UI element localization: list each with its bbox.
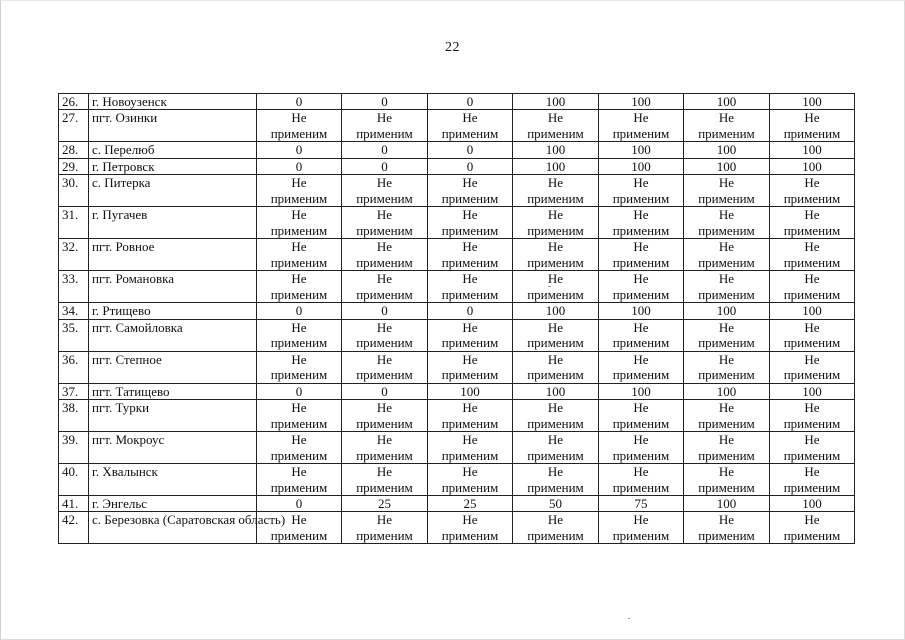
settlement-name: пгт. Мокроус [89, 432, 257, 464]
value-cell: 100 [599, 158, 684, 174]
value-cell: Не применим [599, 432, 684, 464]
settlement-name: г. Хвалынск [89, 464, 257, 496]
value-cell: 0 [428, 142, 513, 158]
value-cell: 100 [513, 94, 599, 110]
value-cell: Не применим [770, 432, 855, 464]
table-row [59, 110, 855, 142]
value-cell: 100 [770, 496, 855, 512]
settlement-name: пгт. Романовка [89, 271, 257, 303]
value-cell: 0 [257, 94, 342, 110]
scan-speck [548, 286, 551, 287]
row-number: 35. [59, 319, 89, 351]
value-cell: Не применим [684, 400, 770, 432]
value-cell: 100 [770, 142, 855, 158]
value-cell: 0 [428, 303, 513, 319]
value-cell: 100 [599, 142, 684, 158]
value-cell: Не применим [513, 110, 599, 142]
table-row [59, 207, 855, 239]
value-cell: 100 [684, 303, 770, 319]
value-cell: Не применим [684, 319, 770, 351]
table-row [59, 400, 855, 432]
value-cell: Не применим [428, 110, 513, 142]
value-cell: Не применим [770, 175, 855, 207]
value-cell: Не применим [342, 432, 428, 464]
value-cell: Не применим [599, 464, 684, 496]
settlement-name: пгт. Самойловка [89, 319, 257, 351]
value-cell: 100 [770, 303, 855, 319]
value-cell: Не применим [770, 239, 855, 271]
value-cell: Не применим [684, 110, 770, 142]
value-cell: 0 [342, 94, 428, 110]
value-cell: Не применим [599, 175, 684, 207]
value-cell: Не применим [599, 400, 684, 432]
value-cell: 0 [257, 142, 342, 158]
value-cell: 50 [513, 496, 599, 512]
table-body [59, 94, 855, 544]
value-cell: Не применим [599, 271, 684, 303]
value-cell: Не применим [684, 512, 770, 544]
value-cell: Не применим [257, 319, 342, 351]
table-row [59, 496, 855, 512]
value-cell: 100 [513, 303, 599, 319]
value-cell: Не применим [513, 271, 599, 303]
value-cell: Не применим [770, 207, 855, 239]
value-cell: Не применим [342, 319, 428, 351]
data-table [58, 93, 855, 544]
value-cell: Не применим [513, 207, 599, 239]
value-cell: Не применим [513, 512, 599, 544]
value-cell: Не применим [770, 464, 855, 496]
value-cell: Не применим [770, 271, 855, 303]
value-cell: Не применим [770, 512, 855, 544]
value-cell: Не применим [342, 351, 428, 383]
value-cell: 100 [599, 383, 684, 399]
row-number: 36. [59, 351, 89, 383]
value-cell: Не применим [513, 319, 599, 351]
settlement-name: г. Новоузенск [89, 94, 257, 110]
value-cell: Не применим [599, 351, 684, 383]
table-row [59, 319, 855, 351]
value-cell: 0 [257, 303, 342, 319]
row-number: 40. [59, 464, 89, 496]
value-cell: 25 [342, 496, 428, 512]
value-cell: Не применим [257, 512, 342, 544]
value-cell: Не применим [257, 351, 342, 383]
value-cell: 100 [599, 94, 684, 110]
scan-speck [628, 618, 630, 619]
value-cell: Не применим [257, 271, 342, 303]
value-cell: Не применим [513, 239, 599, 271]
value-cell: 0 [428, 158, 513, 174]
table-row [59, 142, 855, 158]
value-cell: Не применим [342, 271, 428, 303]
value-cell: Не применим [599, 110, 684, 142]
value-cell: 100 [770, 158, 855, 174]
value-cell: Не применим [257, 432, 342, 464]
value-cell: Не применим [770, 351, 855, 383]
value-cell: 100 [428, 383, 513, 399]
table-row [59, 271, 855, 303]
value-cell: 0 [257, 158, 342, 174]
value-cell: 100 [684, 383, 770, 399]
value-cell: Не применим [428, 512, 513, 544]
value-cell: 100 [684, 158, 770, 174]
value-cell: Не применим [257, 400, 342, 432]
value-cell: Не применим [599, 319, 684, 351]
settlement-name: пгт. Ровное [89, 239, 257, 271]
row-number: 34. [59, 303, 89, 319]
settlement-name: пгт. Степное [89, 351, 257, 383]
settlement-name: г. Энгельс [89, 496, 257, 512]
table-row [59, 175, 855, 207]
value-cell: Не применим [684, 351, 770, 383]
value-cell: Не применим [684, 207, 770, 239]
value-cell: 0 [342, 158, 428, 174]
value-cell: 100 [770, 383, 855, 399]
value-cell: Не применим [513, 432, 599, 464]
value-cell: 25 [428, 496, 513, 512]
value-cell: Не применим [257, 110, 342, 142]
row-number: 39. [59, 432, 89, 464]
value-cell: Не применим [599, 207, 684, 239]
value-cell: 0 [342, 383, 428, 399]
value-cell: Не применим [342, 400, 428, 432]
value-cell: Не применим [342, 464, 428, 496]
table-row [59, 303, 855, 319]
value-cell: 0 [257, 496, 342, 512]
value-cell: Не применим [599, 239, 684, 271]
settlement-name: с. Питерка [89, 175, 257, 207]
row-number: 33. [59, 271, 89, 303]
value-cell: 75 [599, 496, 684, 512]
value-cell: 0 [428, 94, 513, 110]
value-cell: Не применим [342, 110, 428, 142]
value-cell: 100 [513, 158, 599, 174]
row-number: 28. [59, 142, 89, 158]
table-row [59, 464, 855, 496]
value-cell: Не применим [428, 239, 513, 271]
settlement-name: с. Перелюб [89, 142, 257, 158]
value-cell: Не применим [684, 271, 770, 303]
table-row [59, 512, 855, 544]
row-number: 27. [59, 110, 89, 142]
value-cell: Не применим [428, 175, 513, 207]
value-cell: Не применим [428, 319, 513, 351]
value-cell: Не применим [428, 400, 513, 432]
value-cell: 100 [684, 94, 770, 110]
value-cell: Не применим [257, 207, 342, 239]
value-cell: Не применим [599, 512, 684, 544]
value-cell: Не применим [428, 351, 513, 383]
value-cell: Не применим [513, 351, 599, 383]
value-cell: Не применим [513, 175, 599, 207]
settlement-name: пгт. Татищево [89, 383, 257, 399]
value-cell: Не применим [257, 175, 342, 207]
value-cell: Не применим [428, 464, 513, 496]
row-number: 26. [59, 94, 89, 110]
value-cell: Не применим [513, 400, 599, 432]
table-row [59, 158, 855, 174]
value-cell: Не применим [770, 319, 855, 351]
value-cell: 100 [684, 496, 770, 512]
settlement-name: пгт. Турки [89, 400, 257, 432]
settlement-name: с. Березовка (Саратовская область) [89, 512, 257, 544]
row-number: 42. [59, 512, 89, 544]
table-row [59, 351, 855, 383]
value-cell: Не применим [342, 512, 428, 544]
value-cell: Не применим [770, 110, 855, 142]
value-cell: 100 [684, 142, 770, 158]
row-number: 31. [59, 207, 89, 239]
row-number: 29. [59, 158, 89, 174]
value-cell: 100 [513, 142, 599, 158]
value-cell: 0 [342, 142, 428, 158]
table-row [59, 383, 855, 399]
value-cell: Не применим [684, 239, 770, 271]
settlement-name: г. Ртищево [89, 303, 257, 319]
settlement-name: г. Пугачев [89, 207, 257, 239]
table-row [59, 94, 855, 110]
table-row [59, 239, 855, 271]
settlement-name: г. Петровск [89, 158, 257, 174]
value-cell: Не применим [428, 207, 513, 239]
row-number: 30. [59, 175, 89, 207]
value-cell: Не применим [428, 271, 513, 303]
value-cell: Не применим [257, 464, 342, 496]
row-number: 37. [59, 383, 89, 399]
row-number: 32. [59, 239, 89, 271]
value-cell: Не применим [428, 432, 513, 464]
value-cell: Не применим [342, 239, 428, 271]
value-cell: Не применим [684, 175, 770, 207]
value-cell: Не применим [684, 432, 770, 464]
row-number: 41. [59, 496, 89, 512]
value-cell: Не применим [257, 239, 342, 271]
row-number: 38. [59, 400, 89, 432]
page-number: 22 [445, 40, 460, 55]
value-cell: 0 [342, 303, 428, 319]
value-cell: Не применим [342, 175, 428, 207]
value-cell: 100 [770, 94, 855, 110]
value-cell: Не применим [684, 464, 770, 496]
table-row [59, 432, 855, 464]
value-cell: 100 [599, 303, 684, 319]
settlement-name: пгт. Озинки [89, 110, 257, 142]
value-cell: Не применим [770, 400, 855, 432]
value-cell: Не применим [342, 207, 428, 239]
value-cell: 0 [257, 383, 342, 399]
value-cell: 100 [513, 383, 599, 399]
value-cell: Не применим [513, 464, 599, 496]
